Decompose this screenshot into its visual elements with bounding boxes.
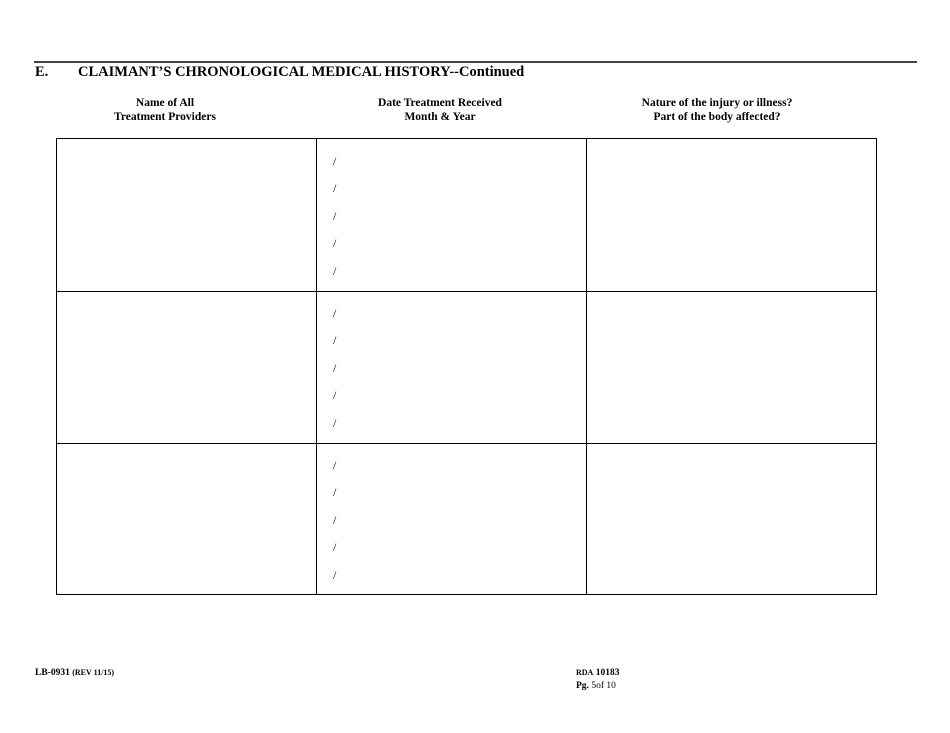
date-field[interactable]: / — [333, 236, 337, 250]
date-field[interactable]: / — [333, 154, 337, 168]
date-entry-block — [316, 291, 586, 443]
column-header-date-line2: Month & Year — [404, 111, 476, 123]
column-header-date — [340, 96, 540, 124]
page-prefix: Pg. — [576, 681, 589, 691]
form-code: LB-0931 — [35, 668, 70, 678]
provider-name-field[interactable] — [57, 139, 316, 291]
date-field[interactable]: / — [333, 458, 337, 472]
provider-name-field[interactable] — [57, 444, 316, 594]
date-field[interactable]: / — [333, 181, 337, 195]
page-value: 5of 10 — [591, 681, 616, 691]
column-header-date-line1: Date Treatment Received — [378, 97, 502, 109]
top-rule — [34, 61, 917, 63]
rda-value: 10183 — [595, 668, 620, 678]
injury-nature-field[interactable] — [587, 444, 877, 594]
date-field[interactable]: / — [333, 209, 337, 223]
column-header-providers-line1: Name of All — [135, 97, 195, 109]
date-field[interactable]: / — [333, 540, 337, 554]
medical-history-table — [56, 138, 877, 595]
injury-nature-field[interactable] — [587, 292, 877, 443]
date-field[interactable]: / — [333, 568, 337, 582]
date-field[interactable]: / — [333, 388, 337, 402]
column-header-nature-line2: Part of the body affected? — [653, 111, 781, 123]
date-field[interactable]: / — [333, 416, 337, 430]
column-header-nature — [612, 96, 822, 124]
column-header-providers — [85, 96, 245, 124]
date-field[interactable]: / — [333, 513, 337, 527]
column-header-nature-line1: Nature of the injury or illness? — [641, 97, 793, 109]
date-entry-block — [316, 443, 586, 594]
date-field[interactable]: / — [333, 306, 337, 320]
rda-number — [576, 668, 619, 678]
provider-name-field[interactable] — [57, 292, 316, 443]
date-field[interactable]: / — [333, 333, 337, 347]
date-entry-block — [316, 139, 586, 291]
injury-nature-field[interactable] — [587, 139, 877, 291]
form-revision: (REV 11/15) — [72, 668, 115, 677]
date-field[interactable]: / — [333, 485, 337, 499]
section-letter: E. — [35, 64, 49, 80]
rda-prefix: RDA — [576, 668, 594, 677]
section-title: CLAIMANT’S CHRONOLOGICAL MEDICAL HISTORY--Continued — [78, 64, 525, 80]
column-header-providers-line2: Treatment Providers — [114, 111, 216, 123]
form-identifier — [35, 668, 114, 678]
date-field[interactable]: / — [333, 264, 337, 278]
page-number — [576, 681, 616, 691]
date-field[interactable]: / — [333, 361, 337, 375]
